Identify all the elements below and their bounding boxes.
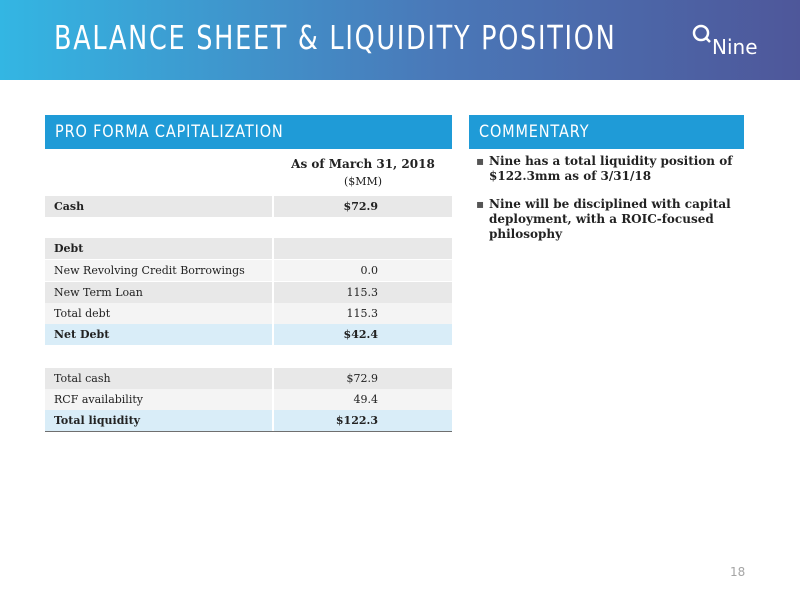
logo-ring-icon — [690, 22, 714, 46]
bullet-icon: ▪ — [476, 154, 485, 168]
commentary-list — [474, 154, 744, 255]
page-title: BALANCE SHEET & LIQUIDITY POSITION — [54, 18, 617, 57]
table-row-net-debt — [45, 324, 452, 345]
table-row-total-debt — [45, 303, 452, 324]
bullet-text: Nine will be disciplined with capital deployment, with a ROIC-focused philosophy — [489, 197, 731, 241]
company-logo — [690, 22, 770, 62]
row-label: Cash — [45, 196, 272, 217]
list-item — [474, 154, 744, 184]
table-row-total-cash — [45, 368, 452, 389]
column-header: As of March 31, 2018 — [291, 157, 435, 171]
table-row-total-liquidity — [45, 410, 452, 432]
title-banner — [0, 0, 800, 80]
page-number: 18 — [730, 565, 746, 579]
row-value: 115.3 — [274, 282, 452, 303]
row-value: $42.4 — [274, 324, 452, 345]
bullet-text: Nine has a total liquidity position of $122.3mm as of 3/31/18 — [489, 154, 733, 183]
row-label: Total liquidity — [45, 410, 272, 431]
table-row-rcf-availability — [45, 389, 452, 410]
row-label: Debt — [45, 238, 272, 259]
table-row-debt — [45, 238, 452, 259]
row-value — [274, 238, 452, 259]
capitalization-heading: PRO FORMA CAPITALIZATION — [45, 115, 452, 149]
column-units: ($MM) — [343, 175, 383, 188]
row-label: New Term Loan — [45, 282, 272, 303]
table-row-term-loan — [45, 282, 452, 303]
row-label: Total cash — [45, 368, 272, 389]
row-label: RCF availability — [45, 389, 272, 410]
row-label: Net Debt — [45, 324, 272, 345]
row-value: $72.9 — [274, 368, 452, 389]
row-value: 0.0 — [274, 260, 452, 281]
list-item — [474, 197, 744, 242]
row-label: New Revolving Credit Borrowings — [45, 260, 272, 281]
row-value: $122.3 — [274, 410, 452, 431]
row-value: $72.9 — [274, 196, 452, 217]
commentary-heading: COMMENTARY — [469, 115, 744, 149]
row-label: Total debt — [45, 303, 272, 324]
row-value: 115.3 — [274, 303, 452, 324]
table-row-revolving-credit — [45, 260, 452, 281]
logo-text: Nine — [712, 35, 758, 59]
row-value: 49.4 — [274, 389, 452, 410]
table-row-cash — [45, 196, 452, 217]
bullet-icon: ▪ — [476, 197, 485, 211]
